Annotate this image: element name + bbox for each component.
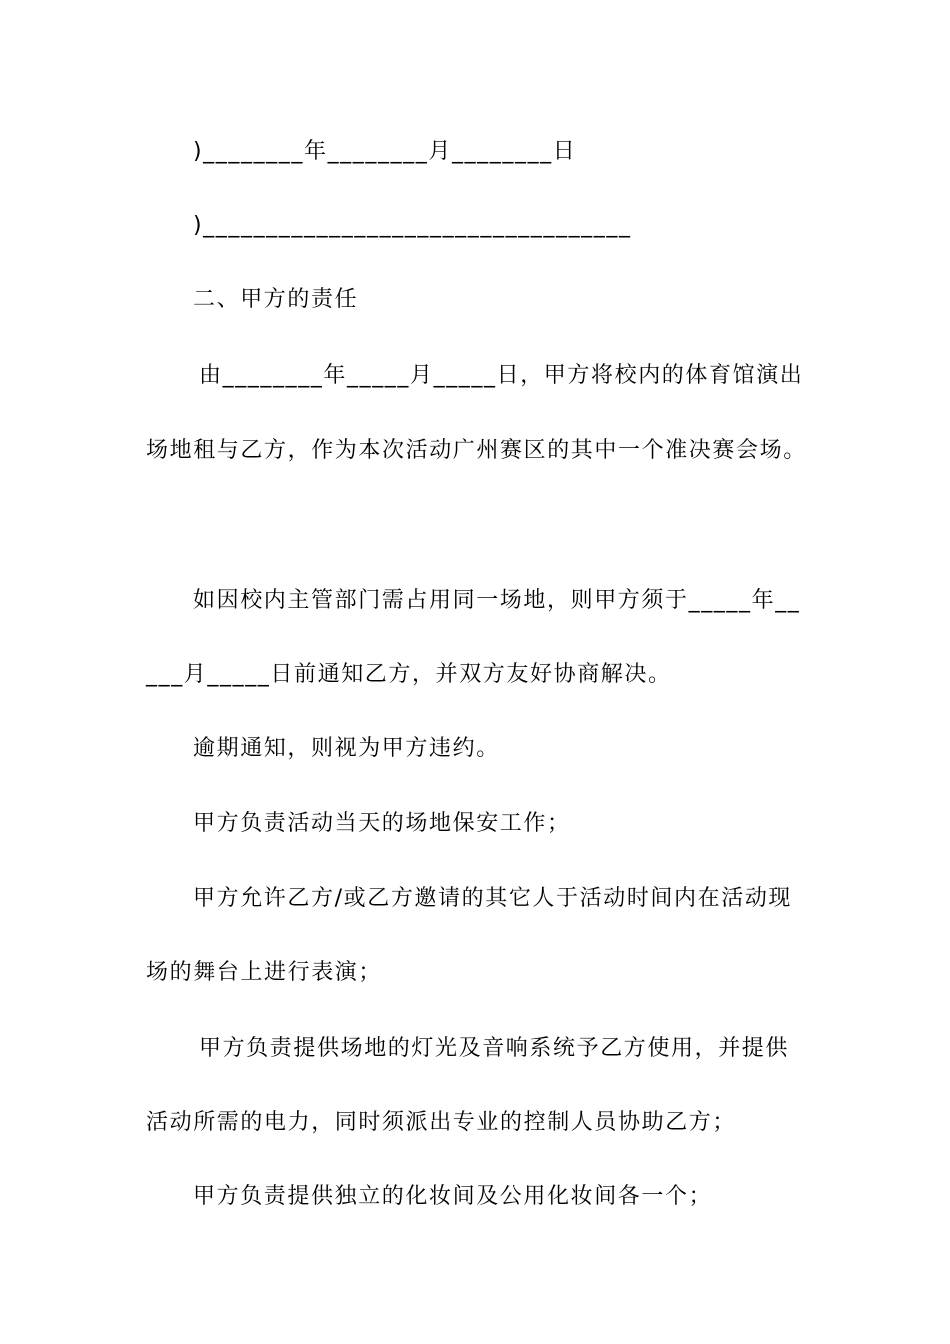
blank-fill-line: )__________________________________ — [193, 213, 632, 238]
paragraph-line: 甲方允许乙方/或乙方邀请的其它人于活动时间内在活动现 — [193, 886, 793, 911]
paragraph-line: 如因校内主管部门需占用同一场地，则甲方须于_____年__ — [193, 588, 801, 613]
paragraph-line: 逾期通知，则视为甲方违约。 — [193, 736, 500, 761]
paragraph-line: 甲方负责活动当天的场地保安工作； — [193, 811, 571, 836]
paragraph-line: 活动所需的电力，同时须派出专业的控制人员协助乙方； — [146, 1110, 737, 1135]
paragraph-line: 场地租与乙方，作为本次活动广州赛区的其中一个准决赛会场。 — [146, 438, 807, 463]
paragraph-line: 甲方负责提供独立的化妆间及公用化妆间各一个； — [193, 1184, 713, 1209]
paragraph-line: 甲方负责提供场地的灯光及音响系统予乙方使用，并提供 — [199, 1036, 790, 1061]
paragraph-line: ___月_____日前通知乙方，并双方友好协商解决。 — [146, 662, 672, 687]
date-fill-line: )________年________月________日 — [193, 139, 577, 164]
section-heading: 二、甲方的责任 — [193, 287, 359, 312]
paragraph-line: 由________年_____月_____日，甲方将校内的体育馆演出 — [199, 363, 804, 388]
paragraph-line: 场的舞台上进行表演； — [146, 960, 383, 985]
